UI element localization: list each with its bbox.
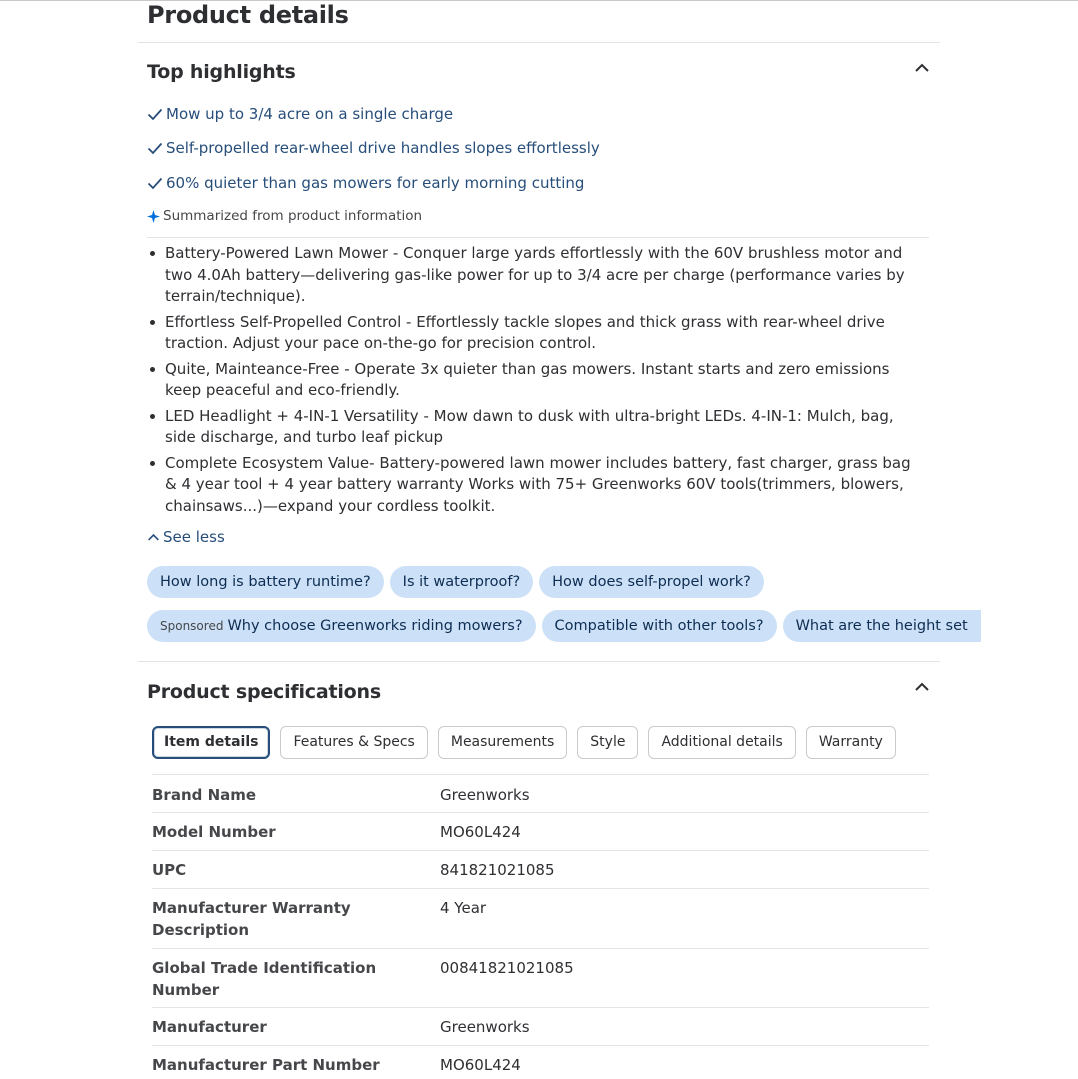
- divider: [138, 42, 940, 43]
- table-row: [152, 850, 929, 889]
- highlight-text: Self-propelled rear-wheel drive handles slopes effortlessly: [166, 139, 600, 157]
- spec-label: Manufacturer Warranty Description: [152, 899, 351, 939]
- spec-value: MO60L424: [440, 823, 521, 841]
- spec-value: MO60L424: [440, 1056, 521, 1074]
- spec-value: Greenworks: [440, 1018, 530, 1036]
- question-chip[interactable]: Is it waterproof?: [390, 566, 533, 598]
- question-chips-row-1: [147, 566, 764, 598]
- specifications-heading[interactable]: Product specifications: [147, 681, 381, 703]
- tab-measurements[interactable]: Measurements: [438, 726, 567, 759]
- table-row: [152, 812, 929, 851]
- spec-label: Model Number: [152, 823, 276, 841]
- spec-label: Brand Name: [152, 786, 257, 804]
- highlight-text: Mow up to 3/4 acre on a single charge: [166, 105, 454, 123]
- list-item: Battery-Powered Lawn Mower - Conquer large yards effortlessly with the 60V brushless motor and two 4.0Ah battery—delivering gas-like power for up to 3/4 acre per charge (performance varies by terrain/technique).: [147, 243, 927, 308]
- table-row: [152, 774, 929, 813]
- spec-tabs: [152, 726, 896, 759]
- checkmark-icon: [147, 106, 163, 122]
- ai-summary-note: [147, 206, 422, 226]
- tab-features-specs[interactable]: Features & Specs: [280, 726, 427, 759]
- highlight-item: [147, 138, 600, 158]
- table-row: [152, 948, 929, 1008]
- sparkle-icon: [147, 210, 160, 223]
- table-row: [152, 1045, 929, 1079]
- chevron-up-icon: [147, 531, 160, 544]
- checkmark-icon: [147, 175, 163, 191]
- tab-item-details[interactable]: Item details: [152, 726, 270, 759]
- sponsored-question-text: Why choose Greenworks riding mowers?: [227, 618, 523, 634]
- divider: [138, 661, 940, 662]
- spec-label: Manufacturer: [152, 1018, 267, 1036]
- spec-label: Manufacturer Part Number: [152, 1056, 380, 1074]
- tab-warranty[interactable]: Warranty: [806, 726, 896, 759]
- chevron-up-icon[interactable]: [914, 679, 930, 695]
- checkmark-icon: [147, 140, 163, 156]
- divider: [147, 237, 929, 238]
- table-row: [152, 888, 929, 949]
- spec-value: 841821021085: [440, 861, 555, 879]
- spec-label: UPC: [152, 861, 187, 879]
- highlight-item: [147, 104, 453, 124]
- sponsored-question-chip[interactable]: [147, 610, 536, 642]
- highlight-item: [147, 173, 584, 193]
- highlight-text: 60% quieter than gas mowers for early morning cutting: [166, 174, 585, 192]
- list-item: Complete Ecosystem Value- Battery-powered lawn mower includes battery, fast charger, grass bag & 4 year tool + 4 year battery warranty Works with 75+ Greenworks 60V tools(trimmers, blowers, chainsaws...)—expand your cordless toolkit.: [147, 453, 927, 518]
- description-list: [147, 243, 927, 521]
- summary-text: Summarized from product information: [163, 208, 423, 224]
- see-less-link[interactable]: [147, 527, 225, 547]
- sponsored-label: Sponsored: [160, 619, 224, 633]
- tab-additional-details[interactable]: Additional details: [648, 726, 795, 759]
- question-chips-row-2: [147, 610, 981, 642]
- tab-style[interactable]: Style: [577, 726, 638, 759]
- page-title: Product details: [147, 1, 349, 29]
- spec-value: Greenworks: [440, 786, 530, 804]
- see-less-label: See less: [163, 528, 225, 546]
- spec-value: 4 Year: [440, 899, 487, 917]
- question-chip[interactable]: How long is battery runtime?: [147, 566, 384, 598]
- chevron-up-icon[interactable]: [914, 60, 930, 76]
- spec-label: Global Trade Identification Number: [152, 959, 377, 999]
- list-item: Effortless Self-Propelled Control - Effortlessly tackle slopes and thick grass with rear-wheel drive traction. Adjust your pace on-the-go for precision control.: [147, 312, 927, 355]
- question-chip[interactable]: What are the height set: [783, 610, 981, 642]
- spec-value: 00841821021085: [440, 959, 574, 977]
- question-chip[interactable]: Compatible with other tools?: [542, 610, 777, 642]
- question-chip[interactable]: How does self-propel work?: [539, 566, 764, 598]
- list-item: Quite, Mainteance-Free - Operate 3x quieter than gas mowers. Instant starts and zero emissions keep peaceful and eco-friendly.: [147, 359, 927, 402]
- table-row: [152, 1007, 929, 1046]
- highlights-heading[interactable]: Top highlights: [147, 61, 296, 83]
- question-chips-viewport: [147, 610, 968, 644]
- list-item: LED Headlight + 4-IN-1 Versatility - Mow dawn to dusk with ultra-bright LEDs. 4-IN-1: Mulch, bag, side discharge, and turbo leaf pickup: [147, 406, 927, 449]
